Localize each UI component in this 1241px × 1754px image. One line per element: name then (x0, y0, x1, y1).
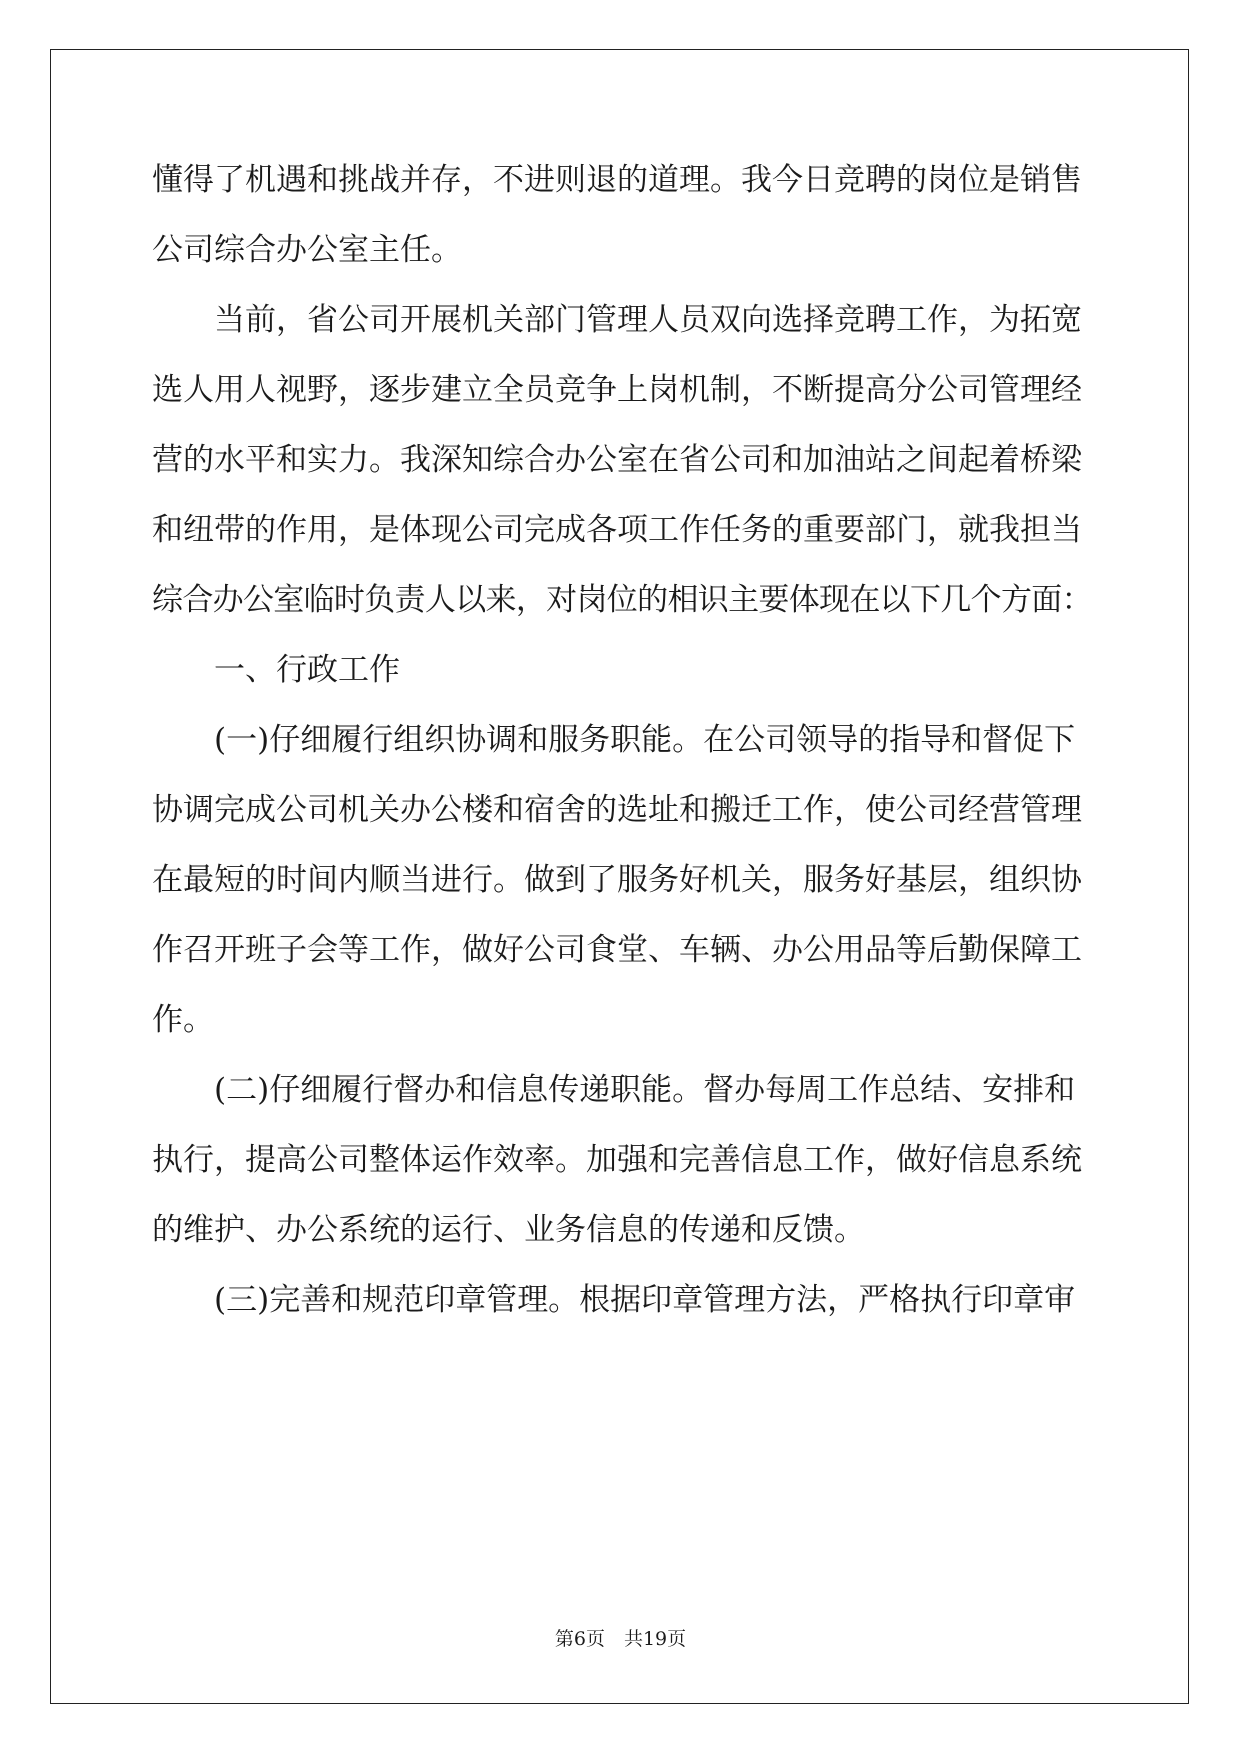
text-line: (二)仔细履行督办和信息传递职能。督办每周工作总结、安排和 (214, 1072, 1076, 1108)
text-line: 作。 (152, 1002, 214, 1038)
text-line: 在最短的时间内顺当进行。做到了服务好机关，服务好基层，组织协 (152, 862, 1082, 898)
section-heading: 一、行政工作 (214, 652, 400, 688)
text-line: 和纽带的作用，是体现公司完成各项工作任务的重要部门，就我担当 (152, 512, 1082, 548)
text-line: 营的水平和实力。我深知综合办公室在省公司和加油站之间起着桥梁 (152, 442, 1082, 478)
text-line: 的维护、办公系统的运行、业务信息的传递和反馈。 (152, 1212, 865, 1248)
text-line: 协调完成公司机关办公楼和宿舍的选址和搬迁工作，使公司经营管理 (152, 792, 1082, 828)
page-number-footer: 第6页 共19页 (554, 1628, 687, 1650)
text-line: 执行，提高公司整体运作效率。加强和完善信息工作，做好信息系统 (152, 1142, 1082, 1178)
text-line: (三)完善和规范印章管理。根据印章管理方法，严格执行印章审 (214, 1282, 1076, 1318)
text-line: 懂得了机遇和挑战并存，不进则退的道理。我今日竞聘的岗位是销售 (152, 162, 1082, 198)
text-line: 当前，省公司开展机关部门管理人员双向选择竞聘工作，为拓宽 (214, 302, 1082, 338)
text-line: 综合办公室临时负责人以来，对岗位的相识主要体现在以下几个方面： (152, 582, 1092, 618)
text-line: 作召开班子会等工作，做好公司食堂、车辆、办公用品等后勤保障工 (152, 932, 1082, 968)
text-line: 选人用人视野，逐步建立全员竞争上岗机制，不断提高分公司管理经 (152, 372, 1082, 408)
text-line: (一)仔细履行组织协调和服务职能。在公司领导的指导和督促下 (214, 722, 1076, 758)
text-line: 公司综合办公室主任。 (152, 232, 462, 268)
